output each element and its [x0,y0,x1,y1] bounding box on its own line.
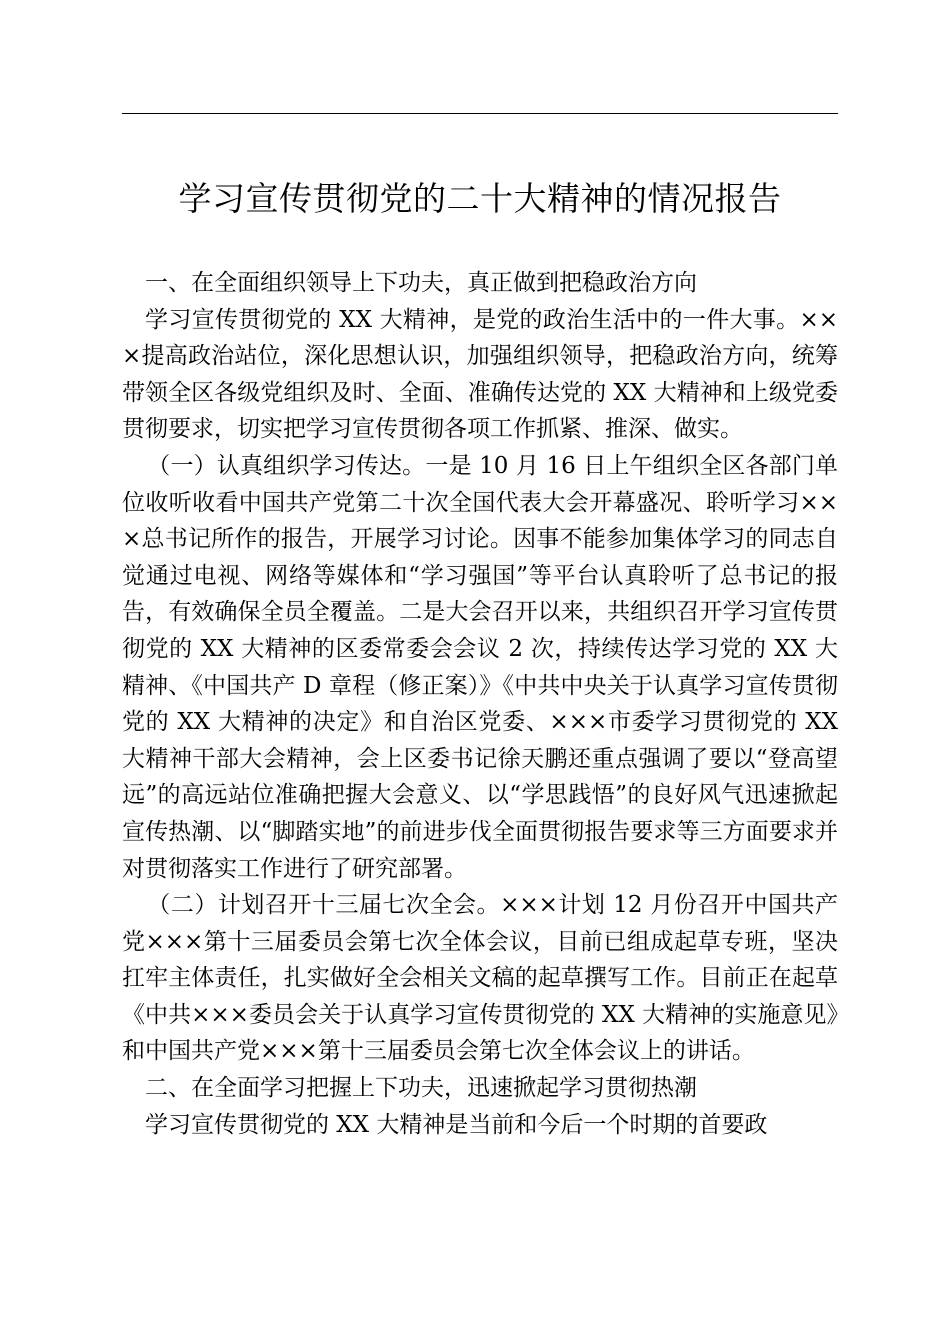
document-body [122,265,838,1143]
document-title: 学习宣传贯彻党的二十大精神的情况报告 [178,179,782,218]
section-heading-2: 二、在全面学习把握上下功夫，迅速掀起学习贯彻热潮 [145,1075,697,1102]
body-paragraph-3: （二）计划召开十三届七次全会。×××计划 12 月份召开中国共产党×××第十三届委员会第七次全体会议，目前已组成起草专班，坚决扛牢主体责任，扎实做好全会相关文稿的起草撰写工作。目前正在起草《中共×××委员会关于认真学习宣传贯彻党的 XX 大精神的实施意见》和中国共产党×××第十三届委员会第七次全体会议上的讲话。 [122,892,838,1065]
body-paragraph-1: 学习宣传贯彻党的 XX 大精神，是党的政治生活中的一件大事。×××提高政治站位，深化思想认识，加强组织领导，把稳政治方向，统筹带领全区各级党组织及时、全面、准确传达党的 XX 大精神和上级党委贯彻要求，切实把学习宣传贯彻各项工作抓紧、推深、做实。 [122,306,838,443]
header-rule [122,113,838,114]
section-heading-1: 一、在全面组织领导上下功夫，真正做到把稳政治方向 [145,270,697,296]
body-paragraph-4: 学习宣传贯彻党的 XX 大精神是当前和今后一个时期的首要政 [145,1111,768,1138]
body-paragraph-2: （一）认真组织学习传达。一是 10 月 16 日上午组织全区各部门单位收听收看中国共产党第二十次全国代表大会开幕盛况、聆听学习×××总书记所作的报告，开展学习讨论。因事不能参加集体学习的同志自觉通过电视、网络等媒体和“学习强国”等平台认真聆听了总书记的报告，有效确保全员全覆盖。二是大会召开以来，共组织召开学习宣传贯彻党的 XX 大精神的区委常委会会议 2 次，持续传达学习党的 XX 大精神、《中国共产 D 章程（修正案）》《中共中央关于认真学习宣传贯彻党的 XX 大精神的决定》和自治区党委、×××市委学习贯彻党的 XX 大精神干部大会精神，会上区委书记徐天鹏还重点强调了要以“登高望远”的高远站位准确把握大会意义、以“学思践悟”的良好风气迅速掀起宣传热潮、以“脚踏实地”的前进步伐全面贯彻报告要求等三方面要求并对贯彻落实工作进行了研究部署。 [122,452,838,882]
